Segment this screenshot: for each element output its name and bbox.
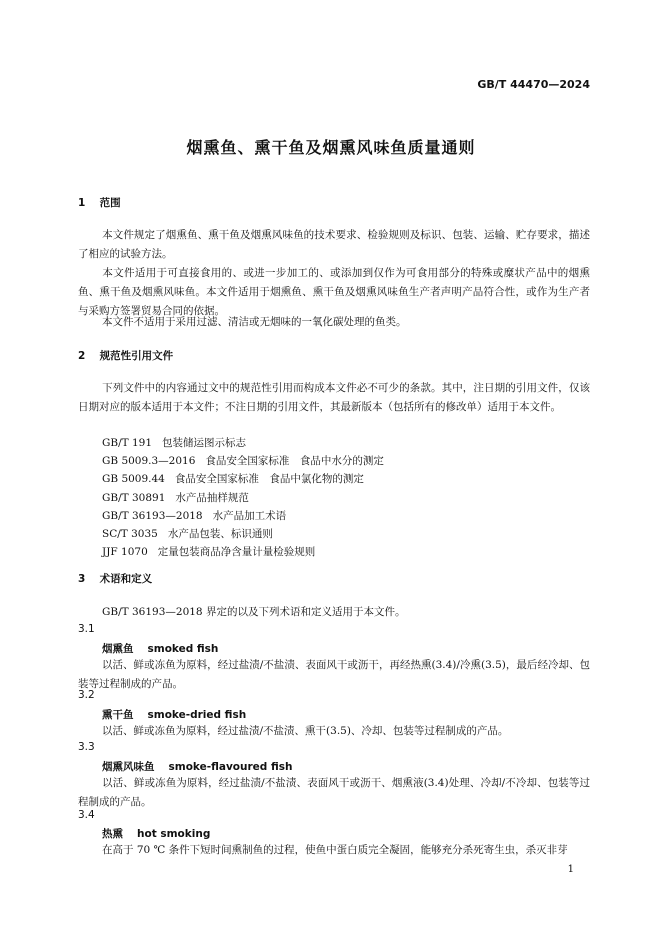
- scope-paragraph-1: [78, 226, 590, 264]
- definition-text: 以活、鲜或冻鱼为原料，经过盐渍/不盐渍、表面风干或沥干，再经热熏(3.4)/冷熏(3.5)，最后经冷却、包装等过程制成的产品。: [78, 659, 590, 690]
- references-intro: [78, 379, 590, 417]
- reference-item: [102, 470, 384, 488]
- reference-title: 食品安全国家标准 食品中水分的测定: [205, 455, 384, 468]
- reference-item: [102, 452, 384, 470]
- reference-title: 水产品抽样规范: [175, 491, 249, 504]
- term-name-zh: 熏干鱼: [102, 709, 134, 721]
- document-title: 烟熏鱼、熏干鱼及烟熏风味鱼质量通则: [186, 138, 476, 157]
- reference-item: [102, 434, 384, 452]
- paragraph-text: 本文件规定了烟熏鱼、熏干鱼及烟熏风味鱼的技术要求、检验规则及标识、包装、运输、贮存要求，描述了相应的试验方法。: [78, 229, 590, 260]
- paragraph-text: 下列文件中的内容通过文中的规范性引用而构成本文件必不可少的条款。其中，注日期的引用文件，仅该日期对应的版本适用于本文件；不注日期的引用文件，其最新版本（包括所有的修改单）适用于本文件。: [78, 382, 590, 413]
- reference-item: [102, 543, 384, 561]
- reference-list: [102, 434, 384, 561]
- scope-paragraph-3: [78, 313, 590, 332]
- section-title: 范围: [99, 197, 121, 209]
- term-name: [102, 759, 292, 774]
- term-name-en: hot smoking: [137, 828, 211, 840]
- term-definition: [78, 722, 590, 741]
- standard-number: GB/T 44470—2024: [477, 78, 590, 91]
- reference-title: 水产品包装、标识通则: [167, 528, 273, 541]
- reference-item: [102, 489, 384, 507]
- term-name-zh: 热熏: [102, 828, 123, 840]
- definition-text: 以活、鲜或冻鱼为原料，经过盐渍/不盐渍、表面风干或沥干、烟熏液(3.4)处理、冷却/不冷却、包装等过程制成的产品。: [78, 777, 590, 808]
- term-name: [102, 641, 218, 656]
- paragraph-text: 本文件不适用于采用过滤、清洁或无烟味的一氧化碳处理的鱼类。: [102, 316, 407, 328]
- reference-code: JJF 1070: [102, 546, 148, 559]
- term-name-en: smoke-dried fish: [147, 709, 247, 721]
- reference-code: GB 5009.3—2016: [102, 455, 196, 468]
- reference-title: 包装储运图示标志: [162, 437, 247, 449]
- terms-intro: [78, 603, 590, 622]
- reference-title: 水产品加工术语: [212, 509, 287, 522]
- term-number: 3.3: [78, 741, 95, 753]
- section-number: 2: [78, 350, 86, 362]
- section-title: 术语和定义: [99, 573, 153, 585]
- reference-code: GB/T 30891: [102, 491, 166, 504]
- term-definition: [78, 774, 590, 812]
- reference-title: 定量包装商品净含量计量检验规则: [157, 546, 316, 559]
- reference-code: GB/T 36193—2018: [102, 509, 203, 522]
- definition-text: 以活、鲜或冻鱼为原料，经过盐渍/不盐渍、熏干(3.5)、冷却、包装等过程制成的产品。: [102, 725, 509, 737]
- page-number: 1: [567, 864, 574, 875]
- section-number: 1: [78, 197, 86, 209]
- term-name: [102, 826, 210, 841]
- term-name-zh: 烟熏风味鱼: [102, 761, 155, 773]
- definition-text: 在高于 70 ℃ 条件下短时间熏制鱼的过程，使鱼中蛋白质完全凝固，能够充分杀死寄生虫，杀灭非芽: [102, 844, 568, 856]
- reference-code: GB 5009.44: [102, 473, 165, 486]
- term-name-en: smoke-flavoured fish: [168, 761, 293, 773]
- section-heading-normative-references: [78, 348, 173, 363]
- term-name: [102, 707, 246, 722]
- reference-item: [102, 525, 384, 543]
- term-definition: [78, 841, 590, 860]
- term-number: 3.1: [78, 623, 95, 635]
- section-heading-terms-and-definitions: [78, 571, 152, 586]
- reference-code: GB/T 191: [102, 437, 153, 449]
- paragraph-text: GB/T 36193—2018 界定的以及下列术语和定义适用于本文件。: [102, 606, 406, 618]
- term-number: 3.4: [78, 809, 95, 821]
- section-heading-scope: [78, 195, 121, 210]
- term-number: 3.2: [78, 689, 95, 701]
- term-name-en: smoked fish: [147, 643, 219, 655]
- term-definition: [78, 656, 590, 694]
- section-number: 3: [78, 573, 86, 585]
- reference-item: [102, 507, 384, 525]
- paragraph-text: 本文件适用于可直接食用的、或进一步加工的、或添加到仅作为可食用部分的特殊或糜状产品中的烟熏鱼、熏干鱼及烟熏风味鱼。本文件适用于烟熏鱼、熏干鱼及烟熏风味鱼生产者声明产品符合性，或作为生产者与采购方签署贸易合同的依据。: [78, 267, 590, 317]
- term-name-zh: 烟熏鱼: [102, 643, 134, 655]
- reference-code: SC/T 3035: [102, 528, 158, 541]
- section-title: 规范性引用文件: [99, 350, 174, 362]
- reference-title: 食品安全国家标准 食品中氯化物的测定: [174, 473, 364, 486]
